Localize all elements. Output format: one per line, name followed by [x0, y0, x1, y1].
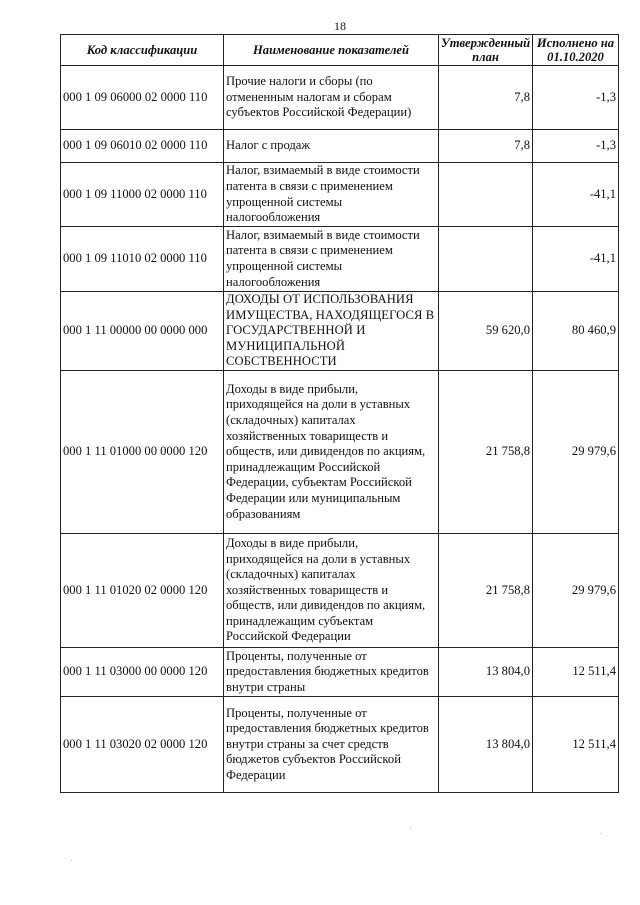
header-plan: Утвержденный план — [439, 35, 533, 66]
cell-name: Налог, взимаемый в виде стоимости патента в связи с применением упрощенной системы налогообложения — [224, 227, 439, 292]
cell-executed: -41,1 — [533, 227, 619, 292]
cell-code: 000 1 11 01020 02 0000 120 — [61, 534, 224, 648]
cell-plan — [439, 227, 533, 292]
cell-name: ДОХОДЫ ОТ ИСПОЛЬЗОВАНИЯ ИМУЩЕСТВА, НАХОДЯЩЕГОСЯ В ГОСУДАРСТВЕННОЙ И МУНИЦИПАЛЬНОЙ СОБСТВЕННОСТИ — [224, 292, 439, 371]
cell-name: Доходы в виде прибыли, приходящейся на доли в уставных (складочных) капиталах хозяйственных товариществ и обществ, или дивидендов по акциям, принадлежащим Российской Федерации, субъектам Российской Федерации или муниципальным образованиям — [224, 371, 439, 534]
scan-speck — [71, 860, 72, 861]
header-code: Код классификации — [61, 35, 224, 66]
header-executed: Исполнено на 01.10.2020 — [533, 35, 619, 66]
table-row — [61, 697, 619, 793]
page-number: 18 — [334, 19, 346, 33]
table-row — [61, 227, 619, 292]
cell-executed: 29 979,6 — [533, 371, 619, 534]
table-row — [61, 66, 619, 130]
cell-code: 000 1 11 03020 02 0000 120 — [61, 697, 224, 793]
cell-plan: 13 804,0 — [439, 648, 533, 697]
budget-table — [60, 34, 619, 793]
cell-code: 000 1 09 06000 02 0000 110 — [61, 66, 224, 130]
scan-speck — [600, 833, 601, 834]
cell-executed: 29 979,6 — [533, 534, 619, 648]
cell-executed: 12 511,4 — [533, 697, 619, 793]
cell-name: Налог, взимаемый в виде стоимости патента в связи с применением упрощенной системы налогообложения — [224, 163, 439, 227]
scan-speck — [410, 828, 411, 829]
header-name: Наименование показателей — [224, 35, 439, 66]
cell-executed: -41,1 — [533, 163, 619, 227]
cell-plan: 21 758,8 — [439, 534, 533, 648]
table-row — [61, 292, 619, 371]
cell-executed: -1,3 — [533, 130, 619, 163]
cell-executed: 12 511,4 — [533, 648, 619, 697]
cell-code: 000 1 09 06010 02 0000 110 — [61, 130, 224, 163]
table-row — [61, 163, 619, 227]
cell-plan — [439, 163, 533, 227]
cell-plan: 7,8 — [439, 130, 533, 163]
table-row — [61, 648, 619, 697]
cell-code: 000 1 11 01000 00 0000 120 — [61, 371, 224, 534]
table-header-row — [61, 35, 619, 66]
table-row — [61, 371, 619, 534]
cell-name: Налог с продаж — [224, 130, 439, 163]
cell-plan: 13 804,0 — [439, 697, 533, 793]
cell-code: 000 1 11 00000 00 0000 000 — [61, 292, 224, 371]
table-row — [61, 130, 619, 163]
cell-code: 000 1 09 11010 02 0000 110 — [61, 227, 224, 292]
cell-name: Доходы в виде прибыли, приходящейся на доли в уставных (складочных) капиталах хозяйственных товариществ и обществ, или дивидендов по акциям, принадлежащим субъектам Российской Федерации — [224, 534, 439, 648]
cell-name: Проценты, полученные от предоставления бюджетных кредитов внутри страны за счет средств бюджетов субъектов Российской Федерации — [224, 697, 439, 793]
cell-plan: 59 620,0 — [439, 292, 533, 371]
cell-name: Прочие налоги и сборы (по отмененным налогам и сборам субъектов Российской Федерации) — [224, 66, 439, 130]
table-row — [61, 534, 619, 648]
cell-plan: 7,8 — [439, 66, 533, 130]
cell-plan: 21 758,8 — [439, 371, 533, 534]
cell-executed: 80 460,9 — [533, 292, 619, 371]
cell-code: 000 1 09 11000 02 0000 110 — [61, 163, 224, 227]
cell-code: 000 1 11 03000 00 0000 120 — [61, 648, 224, 697]
cell-executed: -1,3 — [533, 66, 619, 130]
cell-name: Проценты, полученные от предоставления бюджетных кредитов внутри страны — [224, 648, 439, 697]
